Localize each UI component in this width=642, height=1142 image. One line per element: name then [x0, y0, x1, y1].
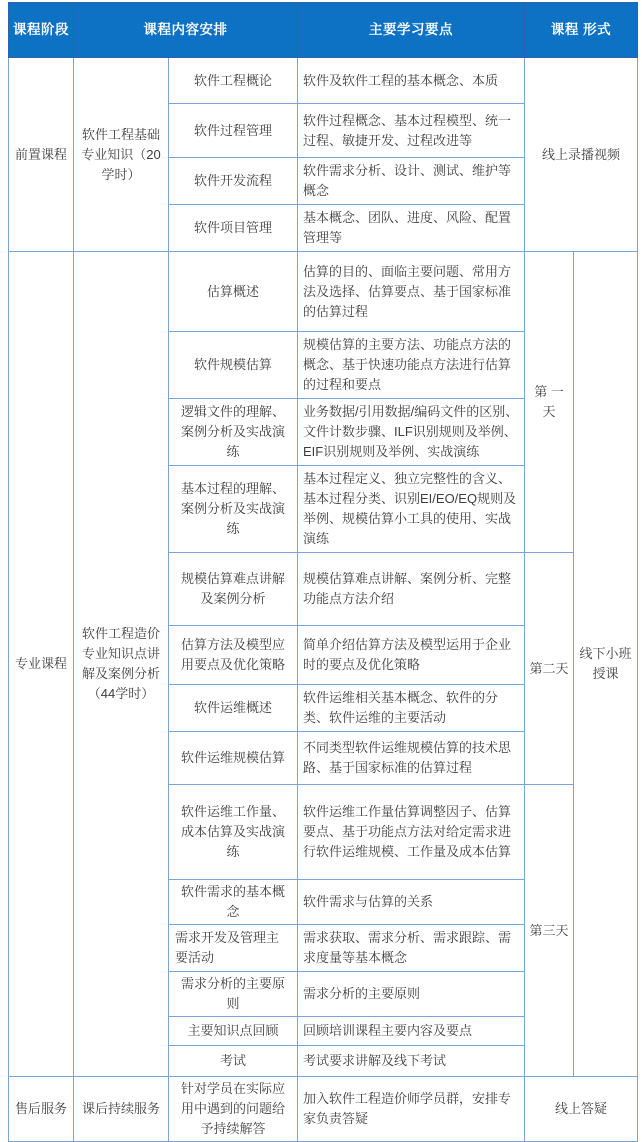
- topic-cell: 主要知识点回顾: [169, 1017, 298, 1046]
- topic-cell: 软件运维规模估算: [169, 732, 298, 785]
- points-cell: 不同类型软件运维规模估算的技术思路、基于国家标准的估算过程: [298, 732, 525, 785]
- table-row: [9, 58, 638, 104]
- topic-cell: 考试: [169, 1046, 298, 1077]
- points-cell: 基本概念、团队、进度、风险、配置管理等: [298, 205, 525, 252]
- stage-pro-cell: 专业课程: [9, 252, 74, 1077]
- points-cell: 软件需求与估算的关系: [298, 880, 525, 925]
- points-cell: 规模估算难点讲解、案例分析、完整功能点方法介绍: [298, 553, 525, 626]
- points-cell: 考试要求讲解及线下考试: [298, 1046, 525, 1077]
- topic-cell: 软件运维工作量、成本估算及实战演练: [169, 785, 298, 880]
- topic-cell: 需求开发及管理主要活动: [169, 925, 298, 972]
- topic-cell: 软件运维概述: [169, 685, 298, 732]
- table-row: [9, 1077, 638, 1142]
- topic-cell: 软件需求的基本概念: [169, 880, 298, 925]
- topic-cell: 基本过程的理解、案例分析及实战演练: [169, 466, 298, 553]
- stage-after-cell: 售后服务: [9, 1077, 74, 1142]
- topic-cell: 软件工程概论: [169, 58, 298, 104]
- table-header-row: [9, 3, 638, 58]
- module-pro-cell: 软件工程造价专业知识点讲解及案例分析（44学时）: [74, 252, 169, 1077]
- day-2-cell: 第二天: [525, 553, 574, 785]
- points-cell: 软件需求分析、设计、测试、维护等概念: [298, 158, 525, 205]
- form-after-cell: 线上答疑: [525, 1077, 638, 1142]
- points-cell: 软件运维相关基本概念、软件的分类、软件运维的主要活动: [298, 685, 525, 732]
- points-cell: 软件运维工作量估算调整因子、估算要点、基于功能点方法对给定需求进行软件运维规模、工作量及成本估算: [298, 785, 525, 880]
- points-cell: 回顾培训课程主要内容及要点: [298, 1017, 525, 1046]
- day-1-cell: 第 一天: [525, 252, 574, 553]
- module-pre-cell: 软件工程基础专业知识（20学时）: [74, 58, 169, 252]
- topic-cell: 逻辑文件的理解、案例分析及实战演练: [169, 399, 298, 466]
- topic-cell: 针对学员在实际应用中遇到的问题给予持续解答: [169, 1077, 298, 1142]
- topic-cell: 软件过程管理: [169, 104, 298, 158]
- stage-pre-cell: 前置课程: [9, 58, 74, 252]
- form-pre-cell: 线上录播视频: [525, 58, 638, 252]
- table-row: [9, 252, 638, 332]
- topic-cell: 规模估算难点讲解及案例分析: [169, 553, 298, 626]
- form-pro-cell: 线下小班授课: [574, 252, 638, 1077]
- topic-cell: 需求分析的主要原则: [169, 972, 298, 1017]
- points-cell: 需求分析的主要原则: [298, 972, 525, 1017]
- points-cell: 软件过程概念、基本过程模型、统一过程、敏捷开发、过程改进等: [298, 104, 525, 158]
- points-cell: 规模估算的主要方法、功能点方法的概念、基于快速功能点方法进行估算的过程和要点: [298, 332, 525, 399]
- topic-cell: 估算方法及模型应用要点及优化策略: [169, 626, 298, 685]
- header-content: 课程内容安排: [74, 3, 298, 58]
- day-3-cell: 第三天: [525, 785, 574, 1077]
- topic-cell: 软件开发流程: [169, 158, 298, 205]
- topic-cell: 软件规模估算: [169, 332, 298, 399]
- points-cell: 软件及软件工程的基本概念、本质: [298, 58, 525, 104]
- points-cell: 基本过程定义、独立完整性的含义、基本过程分类、识别EI/EO/EQ规则及举例、规模估算小工具的使用、实战演练: [298, 466, 525, 553]
- points-cell: 加入软件工程造价师学员群，安排专家负责答疑: [298, 1077, 525, 1142]
- topic-cell: 估算概述: [169, 252, 298, 332]
- header-stage: 课程阶段: [9, 3, 74, 58]
- points-cell: 估算的目的、面临主要问题、常用方法及选择、估算要点、基于国家标准的估算过程: [298, 252, 525, 332]
- module-after-cell: 课后持续服务: [74, 1077, 169, 1142]
- points-cell: 简单介绍估算方法及模型运用于企业时的要点及优化策略: [298, 626, 525, 685]
- topic-cell: 软件项目管理: [169, 205, 298, 252]
- course-schedule-table: [8, 2, 638, 1142]
- points-cell: 需求获取、需求分析、需求跟踪、需求度量等基本概念: [298, 925, 525, 972]
- header-form: 课程 形式: [525, 3, 638, 58]
- header-points: 主要学习要点: [298, 3, 525, 58]
- points-cell: 业务数据/引用数据/编码文件的区别、文件计数步骤、ILF识别规则及举例、EIF识别规则及举例、实战演练: [298, 399, 525, 466]
